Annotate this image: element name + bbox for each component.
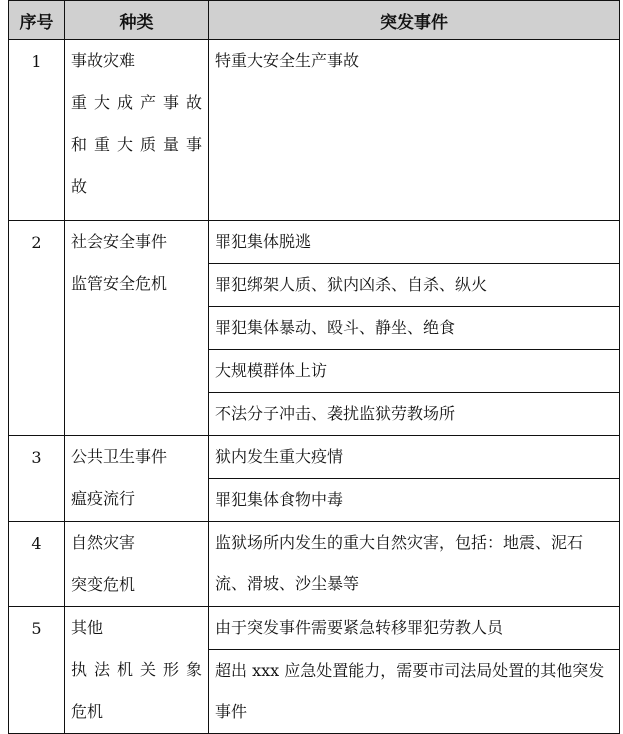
table-row [9, 436, 620, 479]
row-event: 超出 xxx 应急处置能力，需要市司法局处置的其他突发事件 [209, 650, 620, 734]
table-row [9, 522, 620, 607]
row-category [65, 40, 209, 221]
row-event: 不法分子冲击、袭扰监狱劳教场所 [209, 393, 620, 436]
category-line: 社会安全事件 [71, 232, 168, 251]
row-event: 罪犯集体脱逃 [209, 221, 620, 264]
category-line: 公共卫生事件 [71, 447, 168, 466]
category-line: 执法机关形象 [71, 660, 202, 679]
emergency-events-table [8, 0, 620, 734]
table-row [9, 40, 620, 221]
row-category [65, 607, 209, 734]
emergency-events-table-container [8, 0, 619, 722]
row-event: 特重大安全生产事故 [209, 40, 620, 221]
row-event: 罪犯集体食物中毒 [209, 479, 620, 522]
category-line: 危机 [71, 702, 104, 721]
table-row [9, 221, 620, 264]
category-line: 瘟疫流行 [71, 489, 136, 508]
header-row [9, 1, 620, 40]
category-line: 故 [71, 177, 88, 196]
header-category: 种类 [65, 1, 209, 40]
header-event: 突发事件 [209, 1, 620, 40]
table-header [9, 1, 620, 40]
row-event: 监狱场所内发生的重大自然灾害，包括：地震、泥石流、滑坡、沙尘暴等 [209, 522, 620, 607]
row-category [65, 221, 209, 436]
category-line: 突变危机 [71, 575, 136, 594]
row-event: 大规模群体上访 [209, 350, 620, 393]
table-body [9, 40, 620, 734]
row-index: 2 [9, 221, 65, 436]
row-index: 4 [9, 522, 65, 607]
row-event: 罪犯绑架人质、狱内凶杀、自杀、纵火 [209, 264, 620, 307]
category-line: 自然灾害 [71, 533, 136, 552]
category-line: 和重大质量事 [71, 135, 202, 154]
header-index: 序号 [9, 1, 65, 40]
row-category [65, 522, 209, 607]
category-line: 其他 [71, 618, 104, 637]
category-line: 重大成产事故 [71, 93, 202, 112]
row-index: 1 [9, 40, 65, 221]
row-event: 罪犯集体暴动、殴斗、静坐、绝食 [209, 307, 620, 350]
table-row [9, 607, 620, 650]
row-event: 由于突发事件需要紧急转移罪犯劳教人员 [209, 607, 620, 650]
category-line: 监管安全危机 [71, 274, 168, 293]
row-event: 狱内发生重大疫情 [209, 436, 620, 479]
row-index: 3 [9, 436, 65, 522]
category-line: 事故灾难 [71, 51, 136, 70]
row-index: 5 [9, 607, 65, 734]
row-category [65, 436, 209, 522]
